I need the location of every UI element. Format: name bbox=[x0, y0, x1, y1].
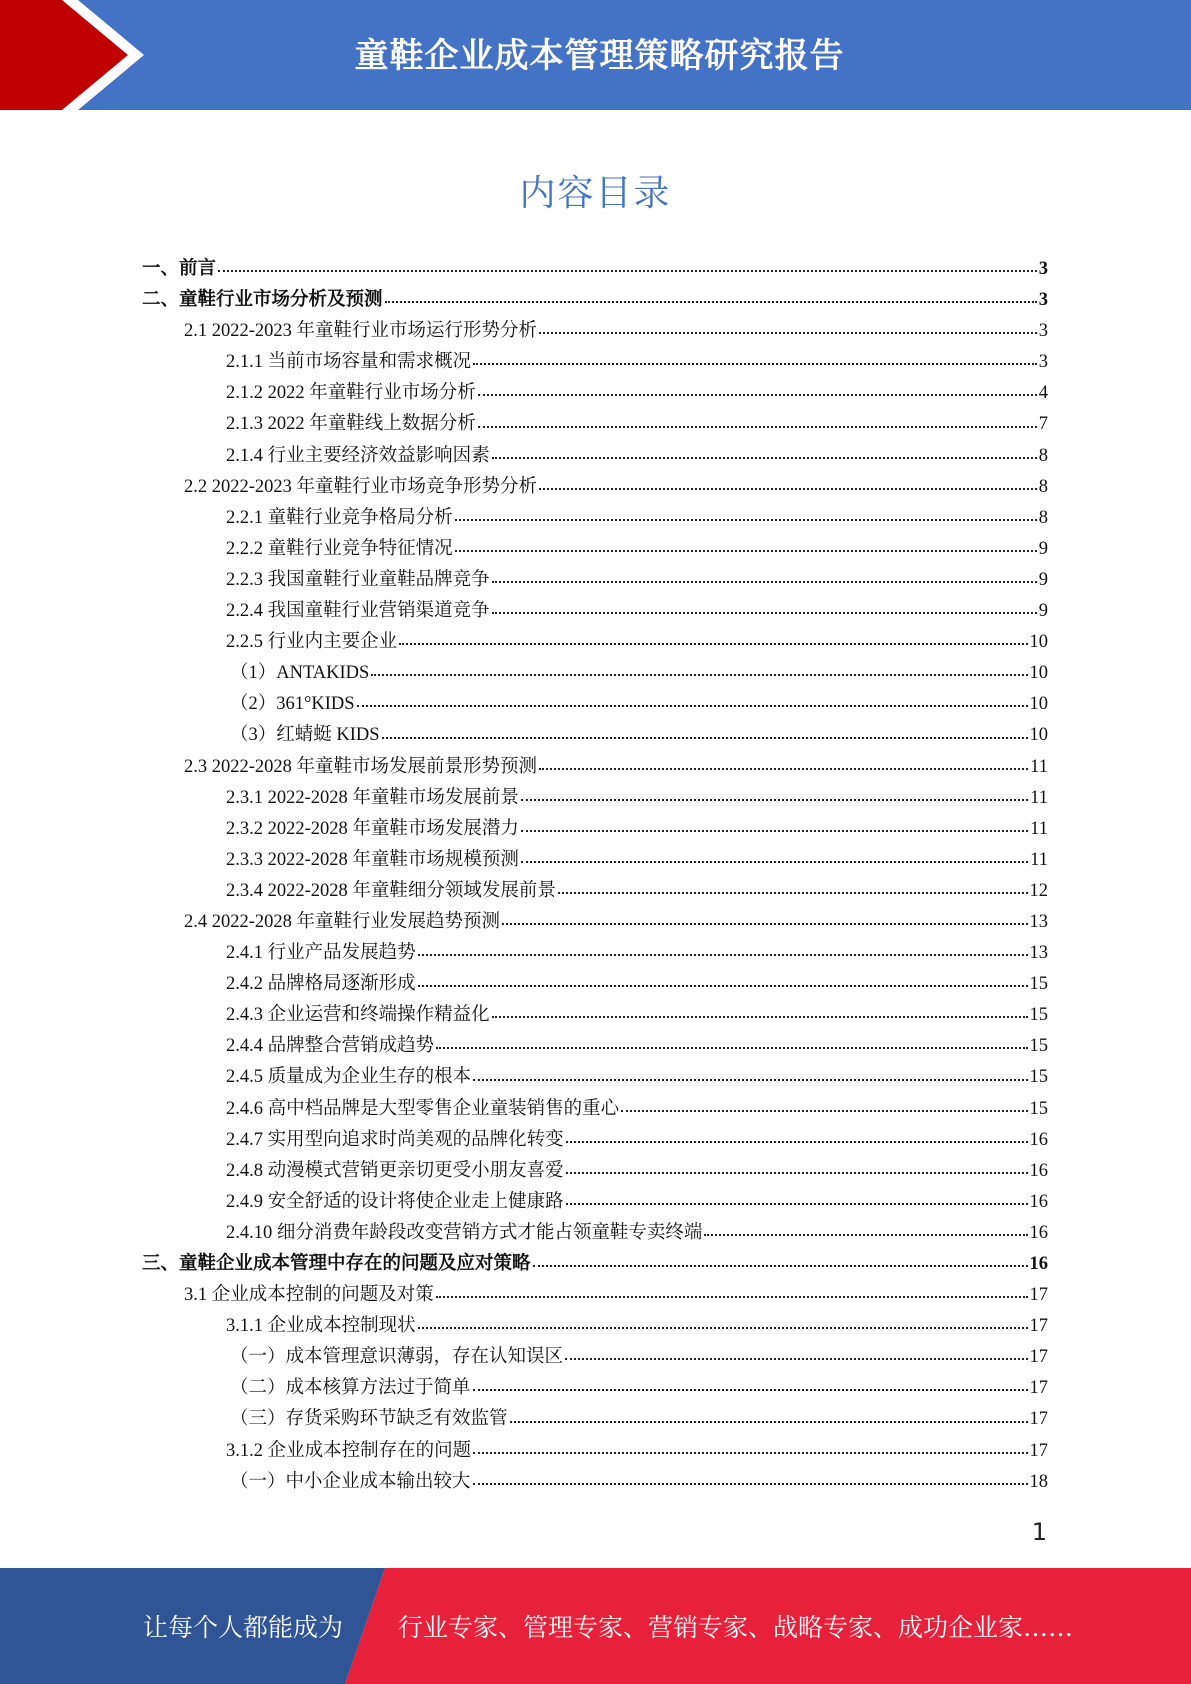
toc-leader-dots bbox=[539, 486, 1037, 490]
toc-leader-dots bbox=[436, 1294, 1028, 1298]
toc-entry-page: 7 bbox=[1038, 414, 1048, 435]
toc-entry-page: 9 bbox=[1038, 569, 1048, 590]
toc-entry-label: 2.4.7 实用型向追求时尚美观的品牌化转变 bbox=[226, 1129, 564, 1150]
toc-entry-page: 12 bbox=[1029, 880, 1048, 901]
toc-entry[interactable] bbox=[142, 783, 1048, 814]
toc-leader-dots bbox=[492, 455, 1037, 459]
toc-entry-page: 3 bbox=[1038, 259, 1048, 279]
toc-leader-dots bbox=[455, 517, 1037, 521]
footer-band bbox=[0, 1568, 1191, 1684]
toc-leader-dots bbox=[539, 766, 1028, 770]
toc-entry[interactable] bbox=[142, 720, 1048, 751]
toc-entry[interactable] bbox=[142, 689, 1048, 720]
toc-entry[interactable] bbox=[142, 1062, 1048, 1093]
toc-leader-dots bbox=[218, 268, 1037, 272]
toc-entry-page: 3 bbox=[1038, 290, 1048, 311]
toc-entry-label: （3）红蜻蜓 KIDS bbox=[230, 725, 380, 746]
toc-leader-dots bbox=[566, 1201, 1028, 1205]
toc-entry[interactable] bbox=[142, 876, 1048, 907]
toc-entry-page: 16 bbox=[1029, 1129, 1048, 1150]
toc-entry-label: （一）中小企业成本输出较大 bbox=[230, 1471, 471, 1492]
toc-entry-label: 2.4.9 安全舒适的设计将使企业走上健康路 bbox=[226, 1191, 564, 1212]
toc-entry-label: 二、童鞋行业市场分析及预测 bbox=[142, 290, 383, 311]
toc-entry-label: 2.4 2022-2028 年童鞋行业发展趋势预测 bbox=[184, 911, 501, 932]
toc-entry-label: （2）361°KIDS bbox=[230, 694, 355, 715]
toc-entry-label: 2.4.4 品牌整合营销成趋势 bbox=[226, 1036, 435, 1057]
toc-entry-page: 15 bbox=[1029, 1098, 1048, 1119]
toc-entry[interactable] bbox=[142, 1311, 1048, 1342]
toc-entry-page: 17 bbox=[1029, 1316, 1048, 1337]
toc-leader-dots bbox=[621, 1108, 1027, 1112]
toc-entry-page: 18 bbox=[1029, 1471, 1048, 1492]
toc-entry[interactable] bbox=[142, 1373, 1048, 1404]
toc-entry-label: 2.2 2022-2023 年童鞋行业市场竞争形势分析 bbox=[184, 476, 538, 497]
toc-entry-page: 8 bbox=[1038, 445, 1048, 466]
toc-entry[interactable] bbox=[142, 409, 1048, 440]
toc-entry-label: （三）存货采购环节缺乏有效监管 bbox=[230, 1409, 508, 1430]
toc-leader-dots bbox=[418, 983, 1028, 987]
toc-entry[interactable] bbox=[142, 254, 1048, 285]
toc-entry-page: 16 bbox=[1029, 1160, 1048, 1181]
report-title: 童鞋企业成本管理策略研究报告 bbox=[354, 36, 845, 76]
toc-entry-label: 2.2.5 行业内主要企业 bbox=[226, 632, 398, 653]
toc-leader-dots bbox=[473, 1387, 1028, 1391]
toc-entry[interactable] bbox=[142, 316, 1048, 347]
toc-entry-label: 一、前言 bbox=[142, 259, 217, 279]
toc-entry-label: 三、童鞋企业成本管理中存在的问题及应对策略 bbox=[142, 1254, 531, 1274]
toc-entry-page: 17 bbox=[1029, 1285, 1048, 1306]
toc-entry[interactable] bbox=[142, 472, 1048, 503]
toc-entry[interactable] bbox=[142, 1467, 1048, 1498]
toc-entry-page: 11 bbox=[1030, 849, 1048, 870]
toc-entry-page: 9 bbox=[1038, 601, 1048, 622]
toc-entry-page: 11 bbox=[1030, 818, 1048, 839]
toc-entry-label: 2.2.1 童鞋行业竞争格局分析 bbox=[226, 507, 453, 528]
toc-entry-label: 3.1.2 企业成本控制存在的问题 bbox=[226, 1440, 472, 1461]
toc-entry[interactable] bbox=[142, 1404, 1048, 1435]
toc-entry[interactable] bbox=[142, 565, 1048, 596]
toc-entry-label: 2.3 2022-2028 年童鞋市场发展前景形势预测 bbox=[184, 756, 538, 777]
toc-leader-dots bbox=[478, 424, 1037, 428]
toc-entry-page: 3 bbox=[1038, 352, 1048, 373]
toc-entry-page: 8 bbox=[1038, 476, 1048, 497]
toc-leader-dots bbox=[473, 1077, 1027, 1081]
toc-entry-label: 2.1.3 2022 年童鞋线上数据分析 bbox=[226, 414, 476, 435]
toc-leader-dots bbox=[436, 1045, 1027, 1049]
toc-leader-dots bbox=[357, 703, 1028, 707]
page-number: 1 bbox=[1031, 1518, 1047, 1546]
toc-entry-page: 16 bbox=[1029, 1191, 1048, 1212]
toc-leader-dots bbox=[521, 797, 1028, 801]
toc-entry[interactable] bbox=[142, 441, 1048, 472]
toc-entry-page: 15 bbox=[1029, 1036, 1048, 1057]
header-band bbox=[0, 0, 1191, 110]
toc-entry-page: 17 bbox=[1029, 1378, 1048, 1399]
toc-entry-label: （1）ANTAKIDS bbox=[230, 663, 370, 684]
toc-leader-dots bbox=[502, 921, 1027, 925]
toc-entry-label: 2.4.5 质量成为企业生存的根本 bbox=[226, 1067, 472, 1088]
toc-entry-page: 15 bbox=[1029, 1005, 1048, 1026]
toc-entry[interactable] bbox=[142, 814, 1048, 845]
toc-entry[interactable] bbox=[142, 1218, 1048, 1249]
toc-entry-page: 15 bbox=[1029, 974, 1048, 995]
toc-entry[interactable] bbox=[142, 1156, 1048, 1187]
toc-entry-page: 10 bbox=[1029, 632, 1048, 653]
toc-leader-dots bbox=[473, 1450, 1027, 1454]
toc-entry[interactable] bbox=[142, 1280, 1048, 1311]
toc-leader-dots bbox=[473, 361, 1037, 365]
toc-leader-dots bbox=[473, 1481, 1028, 1485]
toc-entry[interactable] bbox=[142, 1187, 1048, 1218]
toc-leader-dots bbox=[371, 672, 1027, 676]
toc-entry-page: 17 bbox=[1029, 1409, 1048, 1430]
toc-entry-page: 4 bbox=[1038, 383, 1048, 404]
toc-entry-label: 2.4.1 行业产品发展趋势 bbox=[226, 943, 416, 964]
toc-entry-page: 15 bbox=[1029, 1067, 1048, 1088]
toc-entry-label: 2.4.8 动漫模式营销更亲切更受小朋友喜爱 bbox=[226, 1160, 564, 1181]
toc-leader-dots bbox=[704, 1232, 1027, 1236]
toc-leader-dots bbox=[510, 1419, 1028, 1423]
toc-entry[interactable] bbox=[142, 1436, 1048, 1467]
toc-entry[interactable] bbox=[142, 596, 1048, 627]
toc-entry-label: 2.2.3 我国童鞋行业童鞋品牌竞争 bbox=[226, 569, 490, 590]
toc-leader-dots bbox=[566, 1170, 1028, 1174]
toc-leader-dots bbox=[521, 859, 1028, 863]
toc-entry[interactable] bbox=[142, 938, 1048, 969]
toc-entry-page: 17 bbox=[1029, 1440, 1048, 1461]
toc-leader-dots bbox=[478, 392, 1037, 396]
footer-slogan-right: 行业专家、管理专家、营销专家、战略专家、成功企业家…… bbox=[398, 1613, 1074, 1642]
toc-entry-page: 10 bbox=[1029, 725, 1048, 746]
toc-leader-dots bbox=[399, 641, 1027, 645]
toc-entry[interactable] bbox=[142, 1249, 1048, 1280]
toc-entry-page: 9 bbox=[1038, 538, 1048, 559]
toc-entry[interactable] bbox=[142, 534, 1048, 565]
toc-entry-label: 2.3.2 2022-2028 年童鞋市场发展潜力 bbox=[226, 818, 519, 839]
toc-entry[interactable] bbox=[142, 627, 1048, 658]
toc-leader-dots bbox=[385, 299, 1037, 303]
toc-entry-label: 2.4.6 高中档品牌是大型零售企业童装销售的重心 bbox=[226, 1098, 620, 1119]
toc-entry[interactable] bbox=[142, 969, 1048, 1000]
toc-leader-dots bbox=[418, 1325, 1028, 1329]
toc-entry-label: 2.4.2 品牌格局逐渐形成 bbox=[226, 974, 416, 995]
toc-entry[interactable] bbox=[142, 285, 1048, 316]
toc-entry-page: 16 bbox=[1029, 1222, 1048, 1243]
toc-entry-page: 17 bbox=[1029, 1347, 1048, 1368]
toc-entry-label: 2.3.1 2022-2028 年童鞋市场发展前景 bbox=[226, 787, 519, 808]
toc-entry[interactable] bbox=[142, 907, 1048, 938]
toc-entry-label: 2.4.10 细分消费年龄段改变营销方式才能占领童鞋专卖终端 bbox=[226, 1222, 703, 1243]
toc-entry[interactable] bbox=[142, 347, 1048, 378]
toc-entry-label: （一）成本管理意识薄弱，存在认知误区 bbox=[230, 1347, 564, 1368]
toc-leader-dots bbox=[565, 1356, 1027, 1360]
toc-entry-label: 2.4.3 企业运营和终端操作精益化 bbox=[226, 1005, 490, 1026]
toc-entry-label: 2.2.2 童鞋行业竞争特征情况 bbox=[226, 538, 453, 559]
toc-entry-label: 2.1.4 行业主要经济效益影响因素 bbox=[226, 445, 490, 466]
toc-leader-dots bbox=[455, 548, 1037, 552]
toc-entry[interactable] bbox=[142, 658, 1048, 689]
toc-entry-label: 2.1 2022-2023 年童鞋行业市场运行形势分析 bbox=[184, 321, 538, 342]
toc-entry-page: 11 bbox=[1030, 756, 1048, 777]
toc-entry-page: 3 bbox=[1038, 321, 1048, 342]
toc-leader-dots bbox=[521, 828, 1028, 832]
toc-entry-page: 10 bbox=[1029, 663, 1048, 684]
toc-leader-dots bbox=[533, 1263, 1028, 1267]
toc-entry[interactable] bbox=[142, 1000, 1048, 1031]
toc-entry[interactable] bbox=[142, 503, 1048, 534]
toc-leader-dots bbox=[566, 1139, 1028, 1143]
toc-leader-dots bbox=[558, 890, 1028, 894]
toc-entry[interactable] bbox=[142, 378, 1048, 409]
toc-entry-label: 2.2.4 我国童鞋行业营销渠道竞争 bbox=[226, 601, 490, 622]
toc-entry-page: 13 bbox=[1029, 943, 1048, 964]
table-of-contents bbox=[142, 254, 1048, 1498]
toc-heading: 内容目录 bbox=[519, 173, 672, 214]
toc-leader-dots bbox=[492, 579, 1037, 583]
toc-entry[interactable] bbox=[142, 1342, 1048, 1373]
toc-entry-label: 2.1.1 当前市场容量和需求概况 bbox=[226, 352, 472, 373]
toc-entry-page: 13 bbox=[1029, 911, 1048, 932]
toc-entry[interactable] bbox=[142, 845, 1048, 876]
toc-entry-label: 2.3.3 2022-2028 年童鞋市场规模预测 bbox=[226, 849, 519, 870]
toc-entry-page: 11 bbox=[1030, 787, 1048, 808]
toc-entry-label: 3.1.1 企业成本控制现状 bbox=[226, 1316, 416, 1337]
toc-entry[interactable] bbox=[142, 1031, 1048, 1062]
toc-leader-dots bbox=[492, 610, 1037, 614]
toc-leader-dots bbox=[418, 952, 1028, 956]
toc-leader-dots bbox=[492, 1014, 1028, 1018]
toc-entry-page: 10 bbox=[1029, 694, 1048, 715]
toc-entry-label: 2.3.4 2022-2028 年童鞋细分领域发展前景 bbox=[226, 880, 556, 901]
toc-entry-page: 16 bbox=[1029, 1254, 1048, 1274]
toc-entry[interactable] bbox=[142, 752, 1048, 783]
toc-entry[interactable] bbox=[142, 1094, 1048, 1125]
toc-entry-page: 8 bbox=[1038, 507, 1048, 528]
toc-entry-label: 3.1 企业成本控制的问题及对策 bbox=[184, 1285, 434, 1306]
toc-entry-label: （二）成本核算方法过于简单 bbox=[230, 1378, 471, 1399]
toc-entry[interactable] bbox=[142, 1125, 1048, 1156]
footer-slogan-left: 让每个人都能成为 bbox=[143, 1613, 344, 1642]
toc-entry-label: 2.1.2 2022 年童鞋行业市场分析 bbox=[226, 383, 476, 404]
toc-leader-dots bbox=[539, 330, 1037, 334]
toc-leader-dots bbox=[382, 735, 1028, 739]
